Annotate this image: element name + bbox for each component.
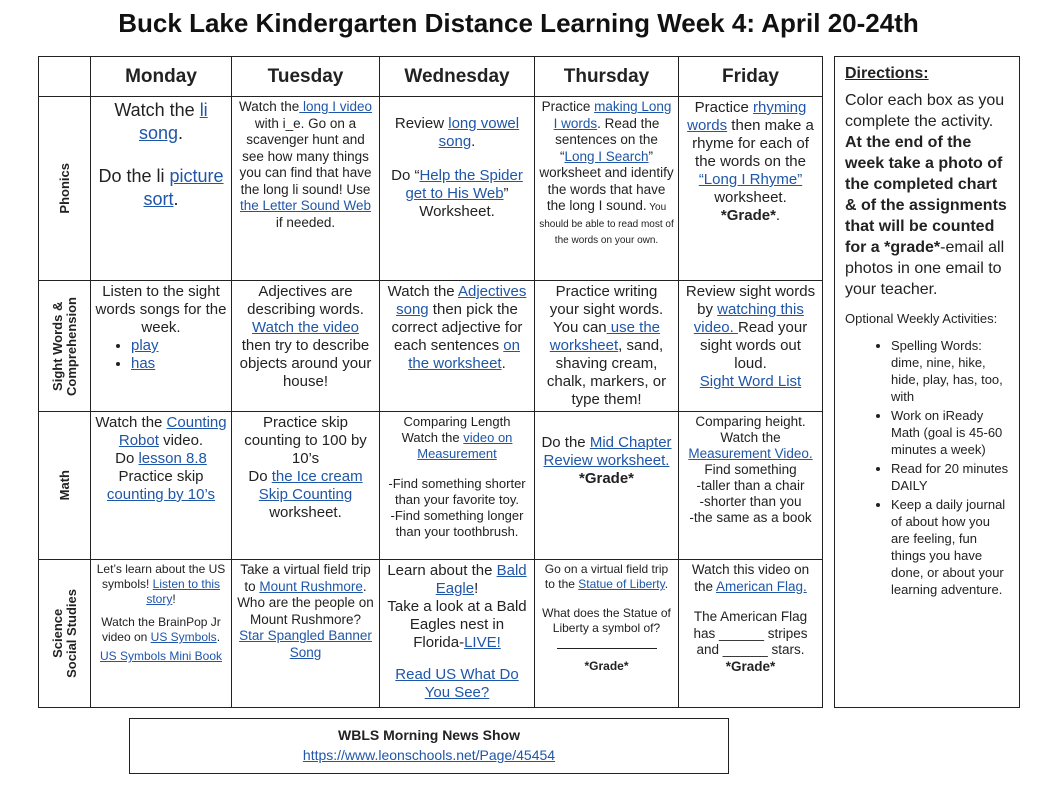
answer-line[interactable] [557, 636, 657, 649]
making-long-i-words-link[interactable]: making Long I words [553, 99, 672, 131]
weekly-schedule-table [38, 56, 823, 708]
text: Watch this video on the [691, 562, 810, 594]
text: Find something [704, 462, 797, 477]
phonics-monday [91, 97, 232, 281]
on-the-worksheet-link[interactable]: on the worksheet [408, 337, 520, 372]
text: video. [158, 432, 204, 449]
text: with i_e. Go on a scavenger hunt and see how many things you can find that have the long li sound! Use [239, 115, 372, 197]
text: Review sight words by [685, 283, 816, 318]
news-url-link[interactable]: https://www.leonschools.net/Page/45454 [302, 747, 556, 763]
row-header-science [39, 560, 91, 708]
text: Watch the [238, 99, 300, 114]
morning-news-box [129, 718, 729, 774]
watch-the-video-link[interactable]: Watch the video [252, 319, 359, 336]
text: . [178, 123, 184, 143]
row-label-phonics: Phonics [56, 163, 72, 214]
text: What does the Statue of Liberty a symbol of? [542, 606, 671, 635]
phonics-friday [679, 97, 823, 281]
row-header-sight-words [39, 281, 91, 412]
text: . [775, 207, 781, 224]
long-i-search-link[interactable]: Long I Search [564, 148, 649, 164]
sight-friday [679, 281, 823, 412]
sight-thursday [535, 281, 679, 412]
grade-label: *Grade* [725, 658, 776, 674]
sight-monday [91, 281, 232, 412]
text: ! [172, 592, 176, 606]
list-item: • Spelling Words: dime, nine, hike, hide, play, has, too, with [891, 337, 1009, 405]
text: Comparing Length [403, 414, 511, 429]
news-title: WBLS Morning News Show [338, 727, 520, 743]
mount-rushmore-link[interactable]: Mount Rushmore [259, 578, 363, 594]
text: . [362, 578, 367, 594]
text: Do the li [98, 166, 170, 186]
text: Do [115, 450, 139, 467]
text: ” Worksheet. [419, 185, 509, 220]
science-monday [91, 560, 232, 708]
statue-of-liberty-link[interactable]: Statue of Liberty [578, 577, 665, 591]
science-wednesday [380, 560, 535, 708]
long-i-video-link[interactable]: long I video [299, 99, 373, 114]
directions-heading: Directions: [845, 65, 929, 82]
measurement-video-link[interactable]: Measurement Video. [688, 446, 813, 461]
star-spangled-banner-link[interactable]: Star Spangled Banner Song [239, 628, 372, 660]
text: . [471, 133, 476, 150]
text: . [173, 189, 179, 209]
text: Practice [541, 99, 595, 114]
text: Adjectives are describing words. [247, 283, 364, 318]
math-thursday [535, 412, 679, 560]
use-the-worksheet-link[interactable]: use the worksheet [549, 319, 661, 354]
day-header-monday: Monday [91, 57, 232, 97]
text: Take a virtual field trip to [240, 562, 371, 594]
lesson-8-8-link[interactable]: lesson 8.8 [138, 450, 207, 467]
math-friday [679, 412, 823, 560]
text: Do “ [391, 167, 420, 184]
play-link[interactable]: play [131, 337, 159, 354]
text: , sand, shaving cream, chalk, markers, or type them! [546, 337, 667, 408]
text: -the same as a book [689, 510, 812, 525]
phonics-thursday [535, 97, 679, 281]
text: if needed. [275, 214, 336, 230]
text: then try to describe objects around your house! [239, 337, 372, 390]
text: worksheet. [714, 189, 787, 206]
text: The American Flag has ______ stripes and ______ stars. [693, 609, 808, 657]
help-the-spider-link[interactable]: Help the Spider get to His Web [405, 167, 523, 202]
text: -taller than a chair [696, 478, 805, 493]
text: worksheet. [269, 504, 342, 521]
li-song-link[interactable]: li song [138, 100, 208, 143]
list-item: • Work on iReady Math (goal is 45-60 minutes a week) [891, 407, 1009, 458]
picture-sort-link[interactable]: picture sort [143, 166, 224, 209]
phonics-tuesday [232, 97, 380, 281]
phonics-wednesday [380, 97, 535, 281]
text: Do [248, 468, 272, 485]
text: Watch the [720, 430, 781, 445]
live-link[interactable]: LIVE! [464, 634, 501, 651]
page-title: Buck Lake Kindergarten Distance Learning Week 4: April 20-24th [118, 8, 919, 38]
text: Who are the people on Mount Rushmore? [237, 595, 374, 627]
us-symbols-mini-book-link[interactable]: US Symbols Mini Book [99, 649, 223, 663]
text: . [664, 577, 669, 591]
day-header-thursday: Thursday [535, 57, 679, 97]
row-header-phonics [39, 97, 91, 281]
corner-cell [39, 57, 91, 97]
long-i-rhyme-link[interactable]: “Long I Rhyme” [698, 171, 803, 188]
text: . [501, 355, 506, 372]
text: Take a look at a Bald Eagles nest in Florida- [387, 598, 527, 651]
text: Watch the [95, 414, 167, 431]
text: Listen to the sight words songs for the week. [95, 283, 227, 336]
bald-eagle-link[interactable]: Bald Eagle [435, 562, 527, 597]
ice-cream-skip-counting-link[interactable]: the Ice cream Skip Counting [258, 468, 363, 503]
text: then make a rhyme for each of the words on the [692, 117, 814, 170]
row-header-math [39, 412, 91, 560]
long-vowel-song-link[interactable]: long vowel song [438, 115, 520, 150]
grade-label: *Grade* [578, 470, 635, 487]
text: Learn about the [387, 562, 497, 579]
has-link[interactable]: has [131, 355, 156, 372]
text: Comparing height. [695, 414, 806, 429]
grade-label: *Grade* [720, 207, 776, 224]
sight-wednesday [380, 281, 535, 412]
text: Watch the [401, 430, 464, 445]
text: ” worksheet and identify the words that have the long I sound. [539, 148, 674, 213]
optional-activities-list [845, 337, 1009, 598]
rhyming-words-link[interactable]: rhyming words [687, 99, 807, 134]
text: Watch the [387, 283, 458, 300]
row-label-math: Math [56, 470, 72, 501]
text: then pick the correct adjective for each sentences [391, 301, 523, 354]
day-header-wednesday: Wednesday [380, 57, 535, 97]
us-symbols-link[interactable]: US Symbols [150, 630, 217, 644]
listen-to-this-story-link[interactable]: Listen to this story [146, 577, 221, 606]
letter-sound-web-link[interactable]: the Letter Sound Web [239, 198, 372, 213]
optional-activities-label: Optional Weekly Activities: [845, 311, 998, 326]
text: Go on a virtual field trip to the [544, 562, 669, 591]
science-tuesday [232, 560, 380, 708]
science-friday [679, 560, 823, 708]
text: -shorter than you [699, 494, 802, 509]
video-on-measurement-link[interactable]: video on Measurement [417, 430, 513, 461]
american-flag-link[interactable]: American Flag. [715, 578, 807, 594]
watching-this-video-link[interactable]: watching this video. [693, 301, 804, 336]
counting-by-10s-link[interactable]: counting by 10’s [106, 486, 216, 503]
science-thursday [535, 560, 679, 708]
grade-label: *Grade* [584, 659, 629, 673]
text: Practice skip counting to 100 by 10’s [244, 414, 367, 467]
math-tuesday [232, 412, 380, 560]
math-monday [91, 412, 232, 560]
text: Watch the BrainPop Jr video on [101, 615, 221, 644]
text: Watch the [114, 100, 200, 120]
text: -Find something shorter than your favorite toy. [388, 476, 526, 507]
read-us-what-do-you-see-link[interactable]: Read US What Do You See? [395, 666, 519, 701]
math-wednesday [380, 412, 535, 560]
counting-robot-link[interactable]: Counting Robot [118, 414, 227, 449]
sight-word-list-link[interactable]: Sight Word List [699, 373, 802, 390]
directions-text: Color each box as you complete the activity. At the end of the week take a photo of the completed chart & of the assignments that will be counted for a *grade*-email all photos in one email to your teacher. [845, 92, 1007, 298]
text: Practice skip [118, 468, 204, 485]
text: . Read the sentences on the “ [555, 115, 660, 164]
list-item: • Read for 20 minutes DAILY [891, 460, 1009, 494]
day-header-friday: Friday [679, 57, 823, 97]
text: Review [394, 115, 449, 132]
row-label-science: Science Social Studies [49, 589, 79, 678]
text: Do the [541, 434, 590, 451]
text: Read your sight words out loud. [700, 319, 808, 372]
directions-panel [834, 56, 1020, 708]
row-label-sight-words: Sight Words & Comprehension [49, 296, 79, 396]
sight-tuesday [232, 281, 380, 412]
text: . [216, 630, 221, 644]
adjectives-song-link[interactable]: Adjectives song [396, 283, 527, 318]
text: You should be able to read most of the words on your own. [539, 202, 674, 246]
day-header-tuesday: Tuesday [232, 57, 380, 97]
text: ! [474, 580, 479, 597]
text: -Find something longer than your toothbrush. [390, 508, 524, 539]
mid-chapter-review-link[interactable]: Mid Chapter Review worksheet. [543, 434, 672, 469]
list-item: • Keep a daily journal of about how you are feeling, fun things you have done, or about your learning adventure. [891, 496, 1009, 598]
text: Practice [694, 99, 753, 116]
text: Practice writing your sight words. You can [549, 283, 664, 336]
text: Let’s learn about the US symbols! [96, 562, 226, 591]
